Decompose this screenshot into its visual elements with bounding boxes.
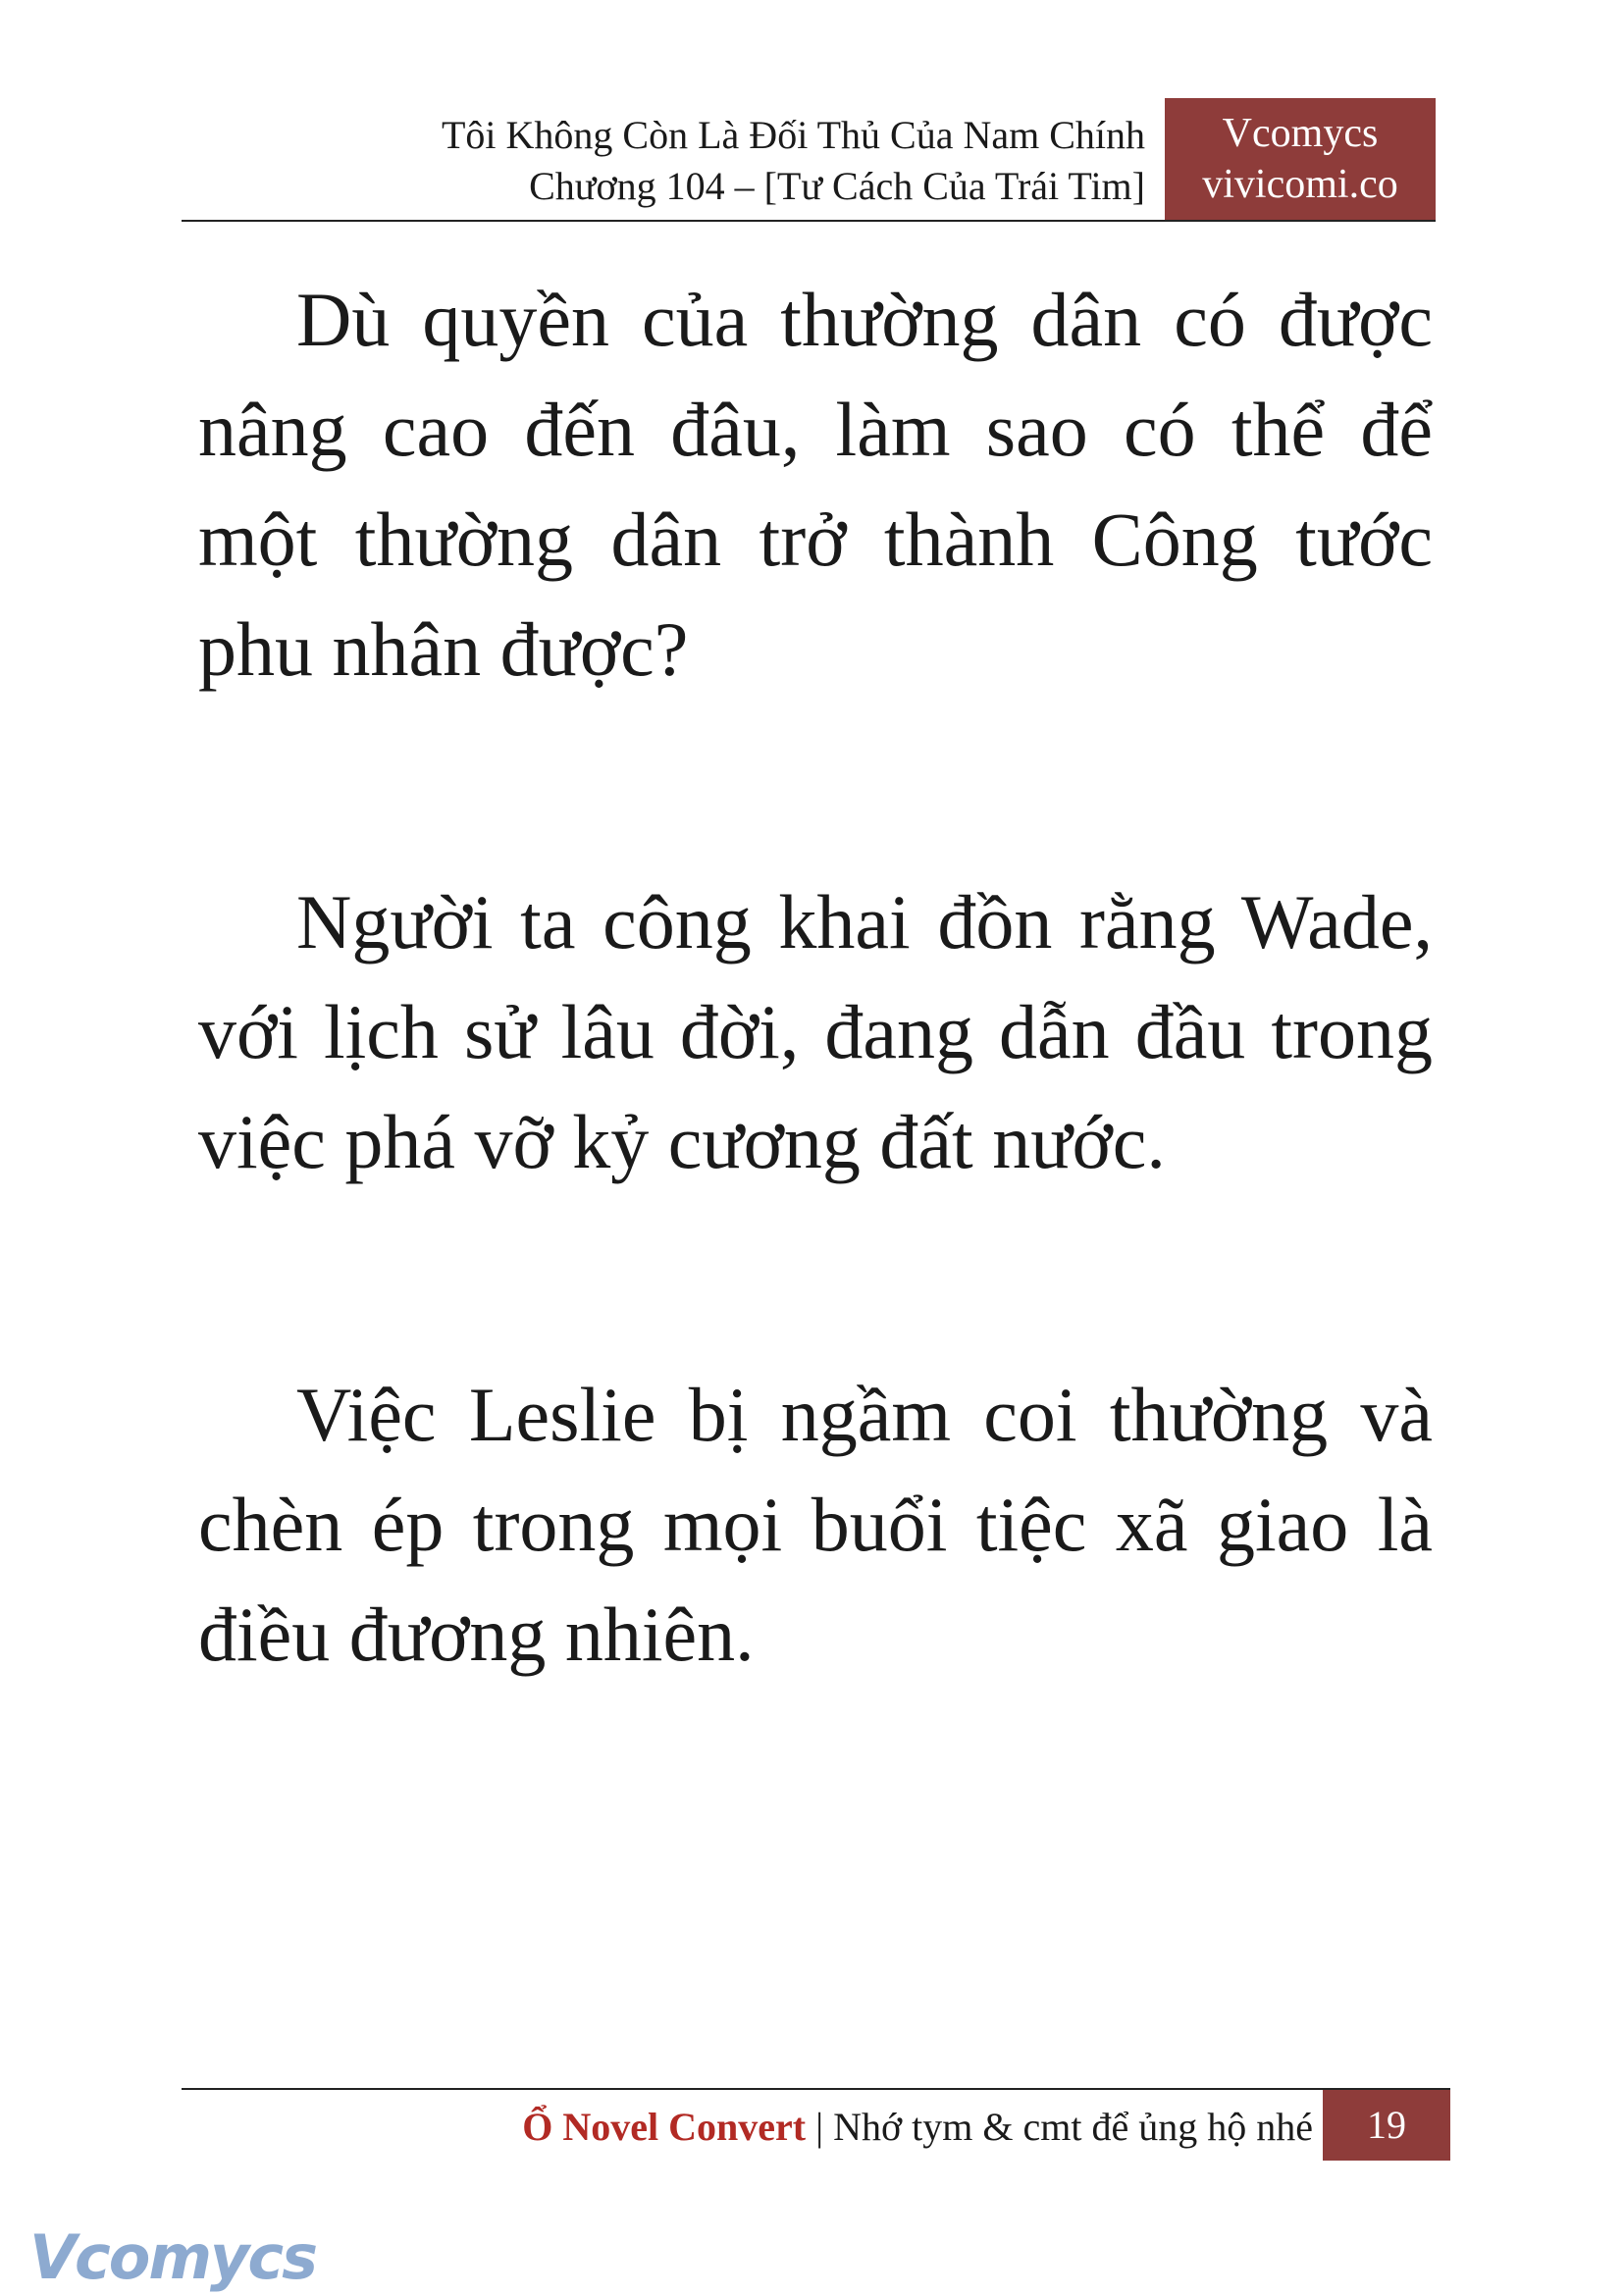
brand-site: vivicomi.co bbox=[1202, 162, 1398, 207]
paragraph-2: Người ta công khai đồn rằng Wade, với lịch sử lâu đời, đang dẫn đầu trong việc phá vỡ kỷ cương đất nước. bbox=[198, 879, 1433, 1184]
book-title: Tôi Không Còn Là Đối Thủ Của Nam Chính bbox=[442, 113, 1145, 157]
page-content bbox=[198, 265, 1433, 1690]
footer-brand: Ổ Novel Convert bbox=[522, 2105, 807, 2149]
footer-note: Nhớ tym & cmt để ủng hộ nhé bbox=[833, 2105, 1313, 2149]
header-brand-box bbox=[1165, 98, 1436, 220]
header-title-block bbox=[442, 110, 1145, 212]
page-number: 19 bbox=[1323, 2090, 1450, 2161]
chapter-title: Chương 104 – [Tư Cách Của Trái Tim] bbox=[529, 164, 1145, 208]
page-footer bbox=[182, 2088, 1450, 2159]
brand-name: Vcomycs bbox=[1222, 111, 1379, 156]
paragraph-1: Dù quyền của thường dân có được nâng cao đến đâu, làm sao có thể để một thường dân trở thành Công tước phu nhân được? bbox=[198, 277, 1433, 692]
watermark-logo: Vcomycs bbox=[29, 2221, 317, 2293]
page-header bbox=[182, 98, 1436, 222]
footer-separator: | bbox=[815, 2105, 824, 2149]
footer-text bbox=[522, 2104, 1313, 2151]
paragraph-3: Việc Leslie bị ngầm coi thường và chèn ép trong mọi buổi tiệc xã giao là điều đương nhiên. bbox=[198, 1372, 1433, 1677]
